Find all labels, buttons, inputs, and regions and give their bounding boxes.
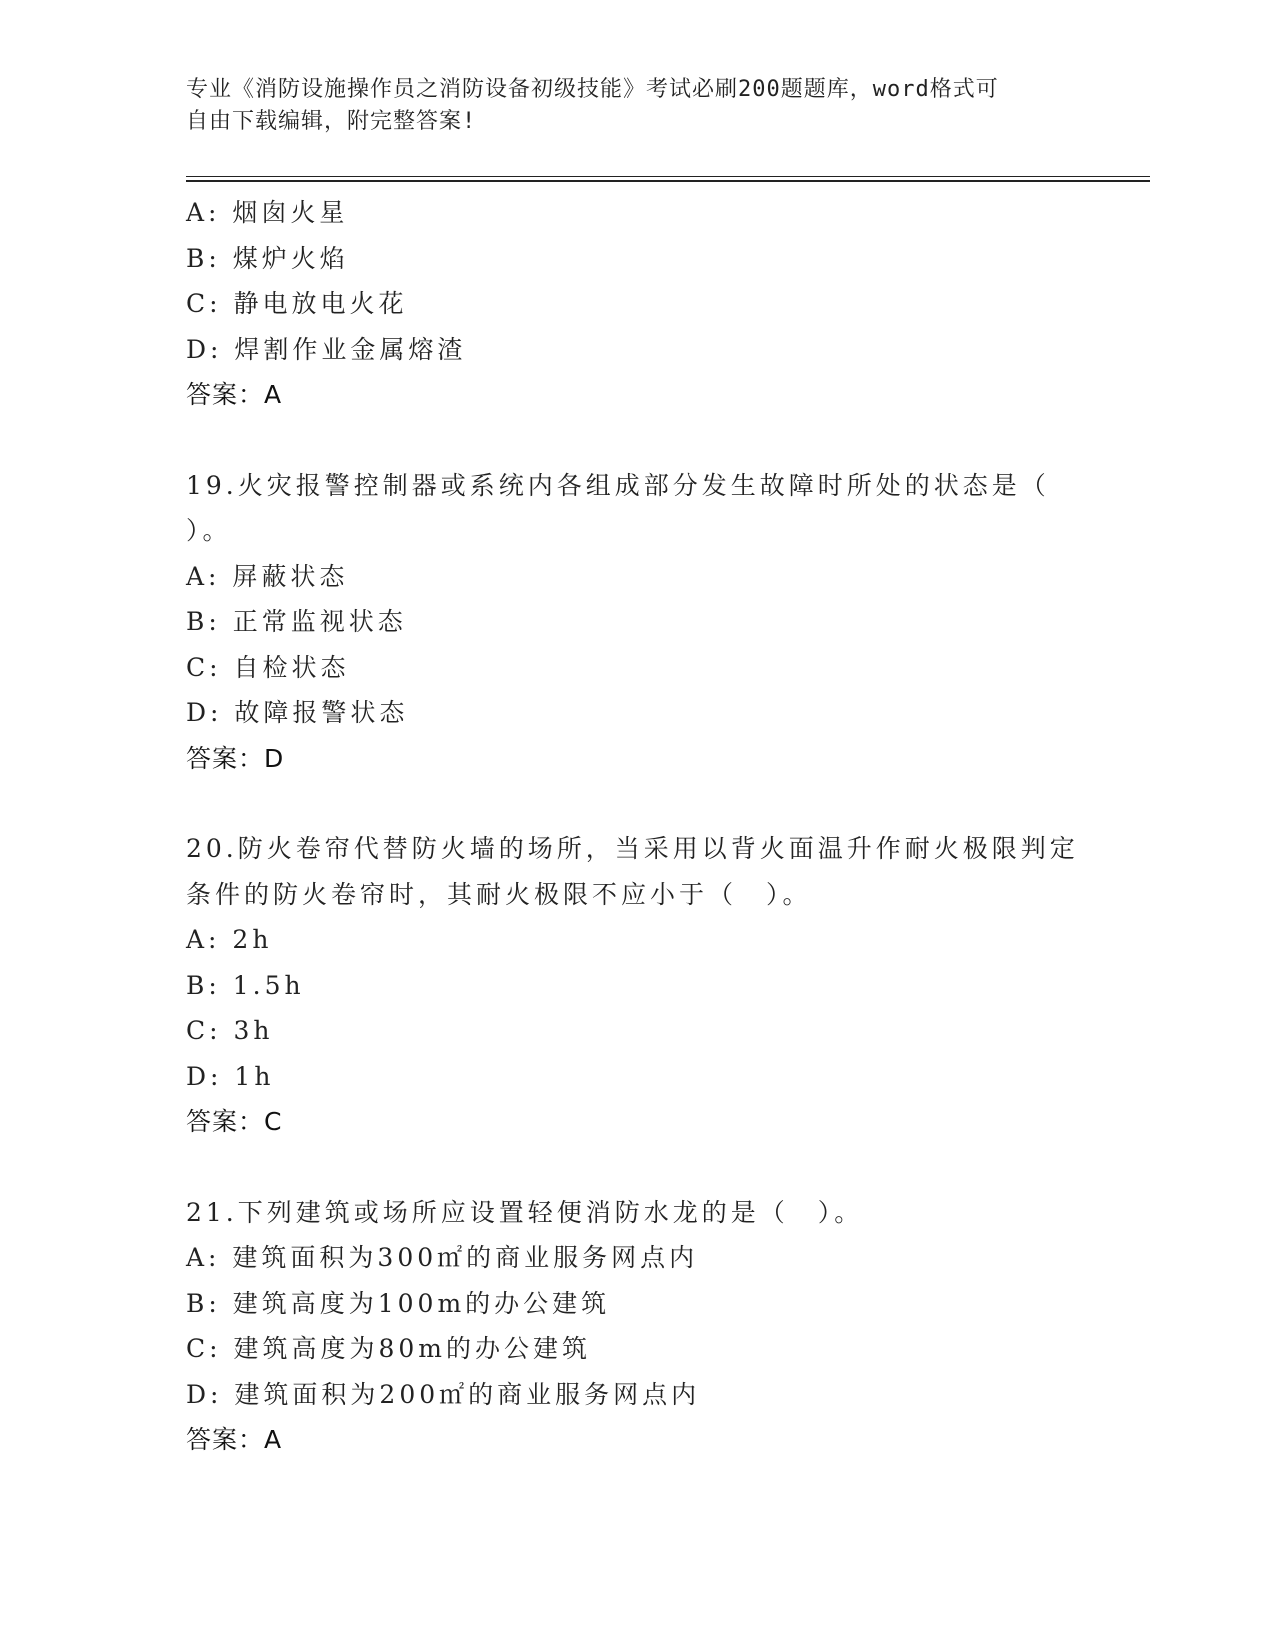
- question-text: [186, 463, 1086, 554]
- option-b: B: 建筑高度为100m的办公建筑: [186, 1288, 611, 1318]
- answer-line: 答案：C: [186, 1107, 283, 1136]
- spacer: [186, 418, 1086, 463]
- header-divider-thick: [186, 180, 1150, 182]
- option-d: D: 1h: [186, 1061, 275, 1091]
- question-line: ）。: [186, 516, 232, 545]
- question-line: 20.防火卷帘代替防火墙的场所，当采用以背火面温升作耐火极限判定: [186, 834, 1079, 863]
- question-line: 19.火灾报警控制器或系统内各组成部分发生故障时所处的状态是（: [186, 470, 1050, 500]
- header-line-1: 专业《消防设施操作员之消防设备初级技能》考试必刷200题题库，word格式可: [186, 77, 999, 102]
- option-d: D: 焊割作业金属熔渣: [186, 334, 467, 364]
- header-line-2: 自由下载编辑，附完整答案!: [186, 109, 477, 134]
- spacer: [186, 781, 1086, 826]
- option-b: B: 煤炉火焰: [186, 243, 349, 273]
- header-divider-thin: [186, 176, 1150, 177]
- option-b: B: 正常监视状态: [186, 607, 407, 636]
- question-19-block: [186, 463, 1086, 782]
- question-content: [186, 190, 1086, 1463]
- document-header: [186, 74, 1066, 138]
- option-d: D: 建筑面积为200㎡的商业服务网点内: [186, 1379, 701, 1409]
- option-b: B: 1.5h: [186, 970, 305, 1000]
- question-20-block: [186, 826, 1086, 1145]
- question-line: 21.下列建筑或场所应设置轻便消防水龙的是（ ）。: [186, 1197, 864, 1227]
- question-text: [186, 1190, 1086, 1236]
- answer-line: 答案：A: [186, 1425, 283, 1454]
- question-text: [186, 826, 1086, 917]
- option-c: C: 静电放电火花: [186, 289, 408, 318]
- option-a: A: 2h: [186, 925, 273, 954]
- option-d: D: 故障报警状态: [186, 698, 409, 727]
- option-a: A: 烟囱火星: [186, 198, 349, 227]
- question-21-block: [186, 1190, 1086, 1463]
- answer-line: 答案：A: [186, 380, 283, 409]
- answer-line: 答案：D: [186, 743, 285, 773]
- spacer: [186, 1145, 1086, 1190]
- option-a: A: 建筑面积为300㎡的商业服务网点内: [186, 1243, 699, 1272]
- question-18-block: [186, 190, 1086, 418]
- option-c: C: 3h: [186, 1016, 274, 1045]
- question-line: 条件的防火卷帘时，其耐火极限不应小于（ ）。: [186, 879, 812, 909]
- option-c: C: 自检状态: [186, 652, 350, 682]
- option-c: C: 建筑高度为80m的办公建筑: [186, 1334, 592, 1363]
- option-a: A: 屏蔽状态: [186, 561, 349, 591]
